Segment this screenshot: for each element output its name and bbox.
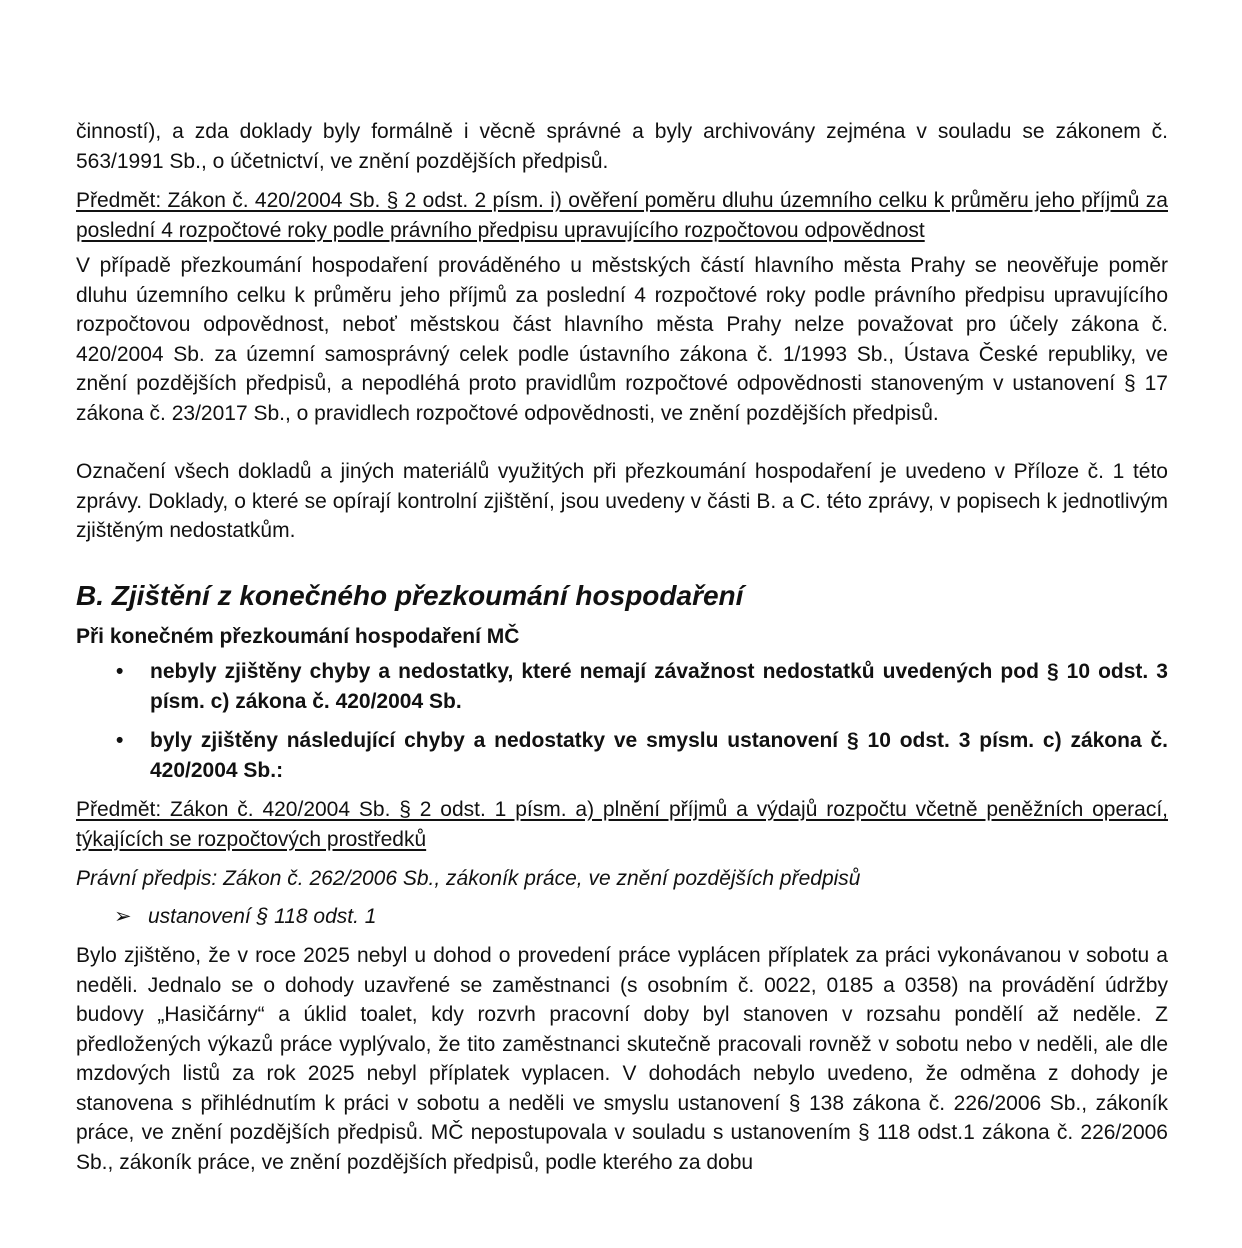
list-item [76,657,1168,716]
provision-text: ustanovení § 118 odst. 1 [148,904,377,928]
bullet-icon: • [116,660,124,683]
bullet-icon: • [116,729,124,752]
finding-text: byly zjištěny následující chyby a nedostatky ve smyslu ustanovení § 10 odst. 3 písm. c) zákona č. 420/2004 Sb.: [150,729,1168,782]
paragraph-debt-ratio: V případě přezkoumání hospodaření prováděného u městských částí hlavního města Prahy se neověřuje poměr dluhu územního celku k průměru jeho příjmů za poslední 4 rozpočtové roky podle právního předpisu upravujícího rozpočtovou odpovědnost, neboť městskou část hlavního města Prahy nelze považovat pro účely zákona č. 420/2004 Sb. za územní samosprávný celek podle ústavního zákona č. 1/1993 Sb., Ústava České republiky, ve znění pozdějších předpisů, a nepodléhá proto pravidlům rozpočtové odpovědnosti stanoveným v ustanovení § 17 zákona č. 23/2017 Sb., o pravidlech rozpočtové odpovědnosti, ve znění pozdějších předpisů. [76,254,1168,425]
findings-list [76,657,1168,785]
paragraph-finding-detail: Bylo zjištěno, že v roce 2025 nebyl u dohod o provedení práce vyplácen příplatek za práci vykonávanou v sobotu a neděli. Jednalo se o dohody uzavřené se zaměstnanci (s osobním č. 0022, 0185 a 0358) na provádění údržby budovy „Hasičárny“ a úklid toalet, kdy rozvrh pracovní doby byl stanoven v rozsahu pondělí až neděle. Z předložených výkazů práce vyplývalo, že tito zaměstnanci skutečně pracovali rovněž v sobotu nebo v neděli, ale dle mzdových listů za rok 2025 nebyl příplatek vyplacen. V dohodách nebylo uvedeno, že odměna z dohody je stanovena s přihlédnutím k práci v sobotu a neděli ve smyslu ustanovení § 138 zákona č. 226/2006 Sb., zákoník práce, ve znění pozdějších předpisů. MČ nepostupovala v souladu s ustanovením § 118 odst.1 zákona č. 226/2006 Sb., zákoník práce, ve znění pozdějších předpisů, podle kterého za dobu [76,944,1168,1174]
subject-debt-ratio: Předmět: Zákon č. 420/2004 Sb. § 2 odst. 2 písm. i) ověření poměru dluhu územního celku k průměru jeho příjmů za poslední 4 rozpočtové roky podle právního předpisu upravujícího rozpočtovou odpovědnost [76,189,1168,242]
section-b-intro: Při konečném přezkoumání hospodaření MČ [76,624,520,648]
provision-item [76,902,1168,932]
document-page [76,117,1168,1177]
arrow-bullet-icon: ➢ [114,904,132,928]
list-item [76,726,1168,785]
legal-regulation: Právní předpis: Zákon č. 262/2006 Sb., zákoník práce, ve znění pozdějších předpisů [76,867,861,890]
subject-budget: Předmět: Zákon č. 420/2004 Sb. § 2 odst. 1 písm. a) plnění příjmů a výdajů rozpočtu včetně peněžních operací, týkajících se rozpočtových prostředků [76,798,1168,851]
paragraph-documents: Označení všech dokladů a jiných materiálů využitých při přezkoumání hospodaření je uvedeno v Příloze č. 1 této zprávy. Doklady, o které se opírají kontrolní zjištění, jsou uvedeny v části B. a C. této zprávy, v popisech k jednotlivým zjištěným nedostatkům. [76,460,1168,542]
section-heading-b: B. Zjištění z konečného přezkoumání hospodaření [76,579,744,611]
finding-text: nebyly zjištěny chyby a nedostatky, které nemají závažnost nedostatků uvedených pod § 10 odst. 3 písm. c) zákona č. 420/2004 Sb. [150,660,1168,713]
paragraph-accounting: činností), a zda doklady byly formálně i věcně správné a byly archivovány zejména v souladu se zákonem č. 563/1991 Sb., o účetnictví, ve znění pozdějších předpisů. [76,120,1168,173]
